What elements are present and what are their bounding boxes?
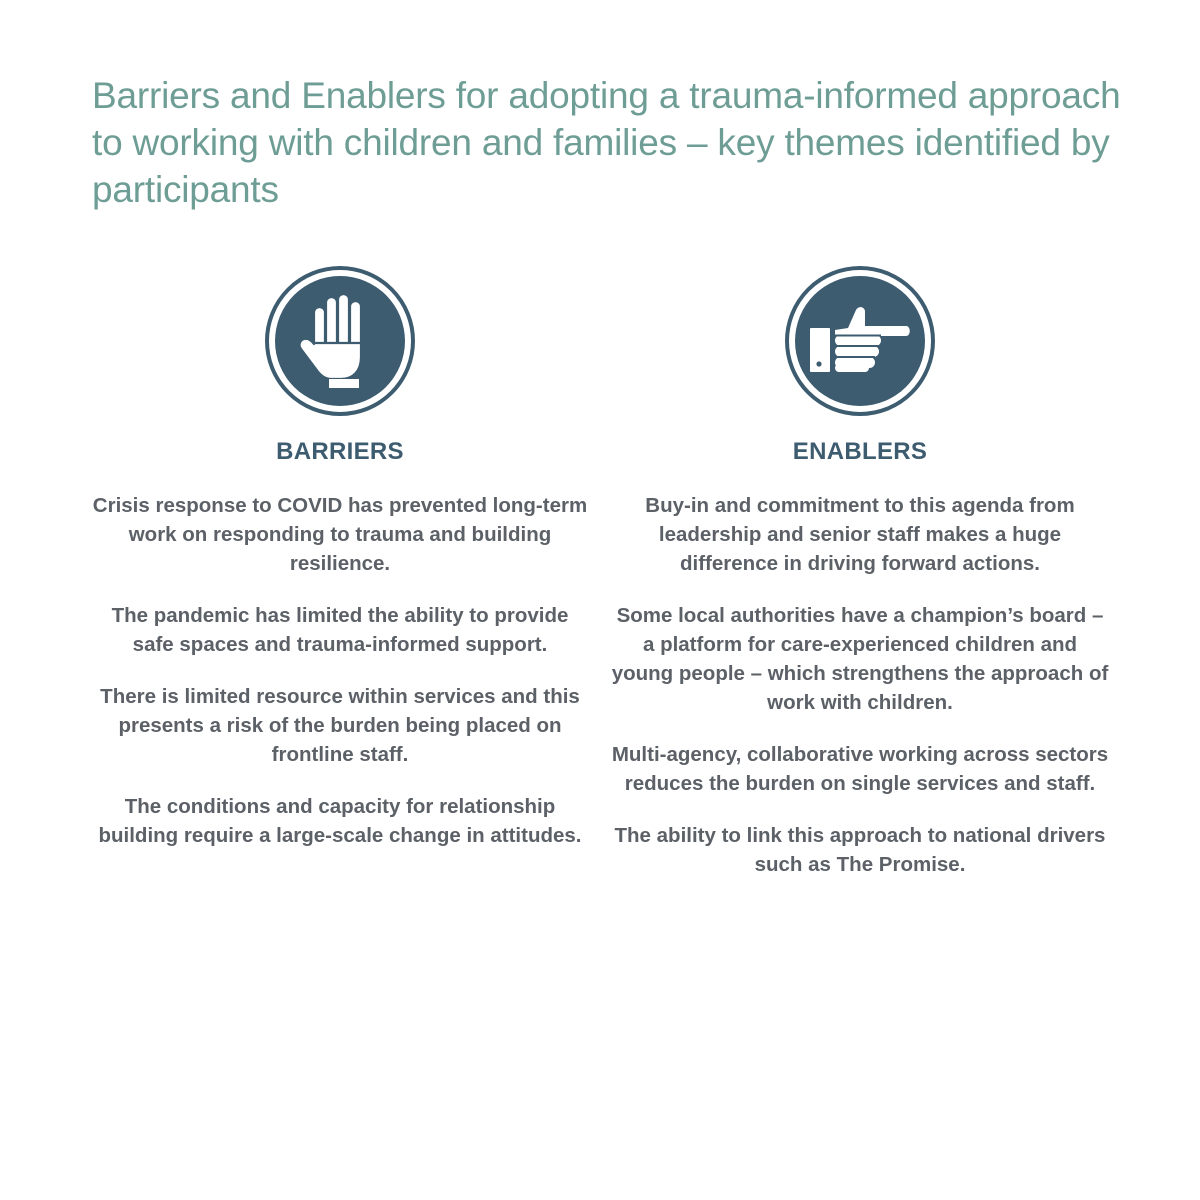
- barriers-heading: BARRIERS: [276, 438, 404, 465]
- enablers-list: [610, 491, 1110, 902]
- enablers-heading: ENABLERS: [792, 438, 928, 465]
- barriers-list: [90, 491, 590, 873]
- pointing-hand-icon: [808, 306, 912, 376]
- list-item: There is limited resource within services and this presents a risk of the burden being placed on frontline staff.: [100, 685, 580, 766]
- list-item: Crisis response to COVID has prevented long-term work on responding to trauma and building resilience.: [92, 494, 588, 575]
- list-item: The pandemic has limited the ability to provide safe spaces and trauma-informed support.: [111, 604, 569, 656]
- raised-hand-icon: [295, 291, 385, 391]
- list-item: The conditions and capacity for relationship building require a large-scale change in attitudes.: [98, 795, 582, 847]
- list-item: Buy-in and commitment to this agenda from leadership and senior staff makes a huge difference in driving forward actions.: [645, 494, 1075, 575]
- barriers-column: [80, 266, 600, 873]
- barriers-icon-badge: [265, 266, 415, 416]
- list-item: Some local authorities have a champion’s board – a platform for care-experienced children and young people – which strengthens the approach of work with children.: [611, 604, 1109, 714]
- list-item: Multi-agency, collaborative working across sectors reduces the burden on single services and staff.: [611, 743, 1109, 795]
- list-item: The ability to link this approach to national drivers such as The Promise.: [614, 824, 1106, 876]
- page-title: Barriers and Enablers for adopting a trauma-informed approach to working with children and families – key themes identified by participants: [92, 75, 1121, 210]
- enablers-column: [600, 266, 1120, 902]
- enablers-icon-badge: [785, 266, 935, 416]
